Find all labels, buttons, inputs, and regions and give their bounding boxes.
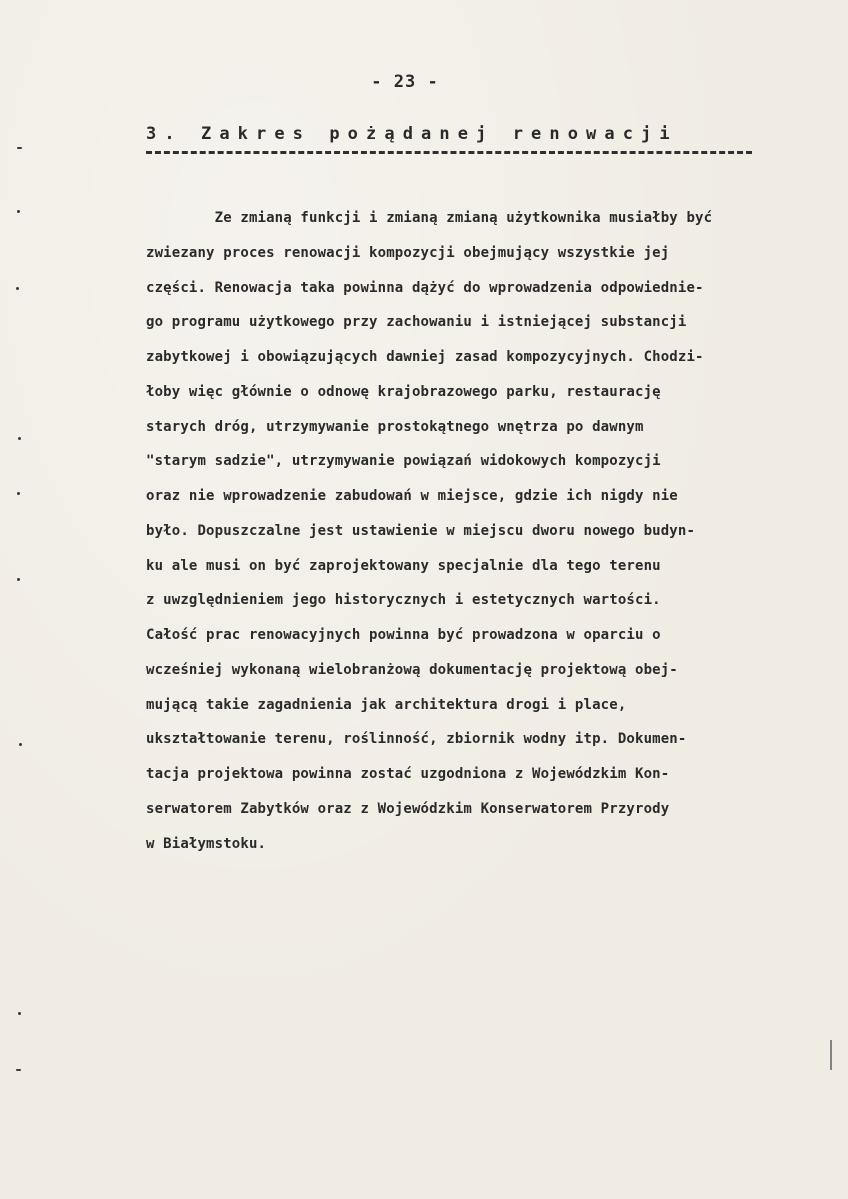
text-line: ku ale musi on być zaprojektowany specjalnie dla tego terenu [146,557,661,574]
text-line: starych dróg, utrzymywanie prostokątnego wnętrza po dawnym [146,418,644,435]
margin-mark [18,1012,21,1015]
margin-mark [17,492,20,495]
text-line: zabytkowej i obowiązujących dawniej zasad kompozycyjnych. Chodzi- [146,349,704,365]
heading-underline [146,151,752,154]
text-line: łoby więc głównie o odnowę krajobrazowego parku, restaurację [146,383,661,400]
section-heading: 3. Zakres pożądanej renowacji [146,124,678,144]
text-line: "starym sadzie", utrzymywanie powiązań widokowych kompozycji [146,453,661,470]
margin-mark [16,1069,21,1071]
text-line: w Białymstoku. [146,835,267,852]
text-line: oraz nie wprowadzenie zabudowań w miejsce, gdzie ich nigdy nie [146,488,678,504]
margin-mark [17,578,20,581]
body-paragraph [146,201,826,861]
page-number: - 23 - [371,72,439,92]
margin-mark [18,437,21,440]
margin-mark [17,210,20,213]
page-edge-mark [830,1040,832,1070]
text-line: części. Renowacja taka powinna dążyć do wprowadzenia odpowiednie- [146,279,704,296]
text-line: z uwzględnieniem jego historycznych i estetycznych wartości. [146,592,661,609]
text-line: wcześniej wykonaną wielobranżową dokumentację projektową obej- [146,661,678,678]
margin-mark [16,287,19,290]
margin-mark [17,147,22,149]
text-line: Całość prac renowacyjnych powinna być prowadzona w oparciu o [146,627,661,643]
text-line: mującą takie zagadnienia jak architektura drogi i place, [146,696,627,713]
text-line: go programu użytkowego przy zachowaniu i istniejącej substancji [146,314,687,331]
text-line: tacja projektowa powinna zostać uzgodniona z Wojewódzkim Kon- [146,766,670,782]
text-line: zwiezany proces renowacji kompozycji obejmujący wszystkie jej [146,244,670,261]
text-line: było. Dopuszczalne jest ustawienie w miejscu dworu nowego budyn- [146,522,696,539]
text-line: ukształtowanie terenu, roślinność, zbiornik wodny itp. Dokumen- [146,731,687,748]
text-line: serwatorem Zabytków oraz z Wojewódzkim Konserwatorem Przyrody [146,800,670,817]
text-line: Ze zmianą funkcji i zmianą zmianą użytkownika musiałby być [146,210,713,226]
margin-mark [19,743,22,746]
